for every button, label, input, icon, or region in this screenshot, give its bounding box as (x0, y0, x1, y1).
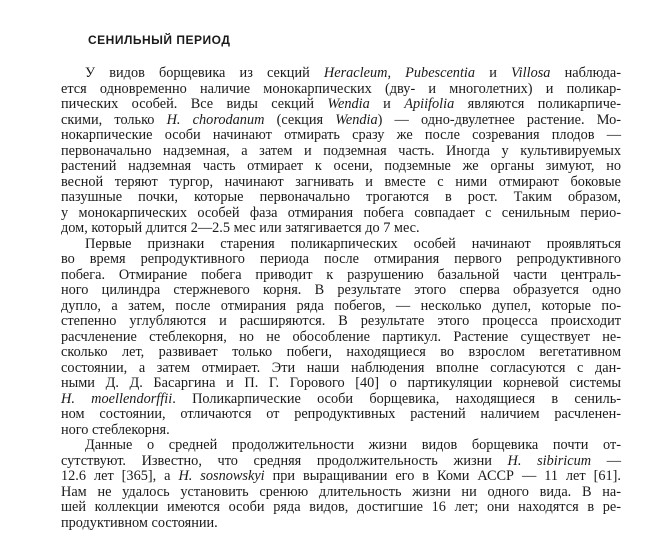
paragraph (61, 237, 621, 439)
italic-term: H. sibiricum (507, 452, 592, 469)
text-line: пазушные почки, которые первоначально трогаются в рост. Таким образом, (61, 189, 621, 205)
text-line: растений надземная часть отмирает к осени, подземные же органы зимуют, но (61, 158, 621, 174)
text-line: скими, только H. chorodanum (секция Wendia) — одно-двулетнее растение. Мо- (61, 111, 622, 128)
text-line: нокарпические особи начинают отмирать сразу же после созревания плодов — (61, 127, 621, 143)
text-line: H. moellendorffii. Поликарпические особи борщевика, находящиеся в сениль- (61, 390, 621, 407)
paragraph (61, 66, 621, 237)
text-line: Нам не удалось установить сренюю длительность жизни ни одного вида. В на- (61, 483, 621, 500)
text-line: побега. Отмирание побега приводит к разрушению базальной части централь- (61, 266, 621, 283)
text-line: дупло, а затем, после отмирания ряда побегов, — несколько дупел, которые по- (61, 297, 621, 314)
text-line: состоянии, а затем отмирает. Эти наши наблюдения вполне согласуются с дан- (61, 359, 621, 376)
text-line: расчленение стеблекорня, но не обособление партикул. Растение существует не- (61, 328, 621, 345)
body-text (61, 66, 621, 531)
text-line: продуктивном состоянии. (61, 514, 218, 531)
italic-term: Villosa (511, 65, 551, 81)
text-line: ного цилиндра стержневого корня. В результате этого сперва образуется одно (61, 282, 621, 298)
text-line: ными Д. Д. Басаргина и П. Г. Горового [40] о партикуляции корневой системы (61, 375, 621, 391)
italic-term: Apiifolia (404, 96, 455, 112)
text-line: шей коллекции имеются особи ряда видов, достигшие 16 лет; они находятся в ре- (61, 499, 621, 515)
italic-term: Heracleum (323, 65, 388, 81)
italic-term: H. moellendorffii (61, 390, 173, 407)
text-line: степенно углубляются и расширяются. В результате этого процесса происходит (61, 313, 621, 329)
text-line: У видов борщевика из секций Heracleum, Pubescentia и Villosa наблюда- (85, 65, 621, 81)
text-line: сколько лет, развивает только побеги, находящиеся во взрослом вегетативном (61, 344, 621, 360)
text-line: ном состоянии, отличаются от репродуктивных растений наличием расчленен- (61, 406, 621, 422)
text-line: ного стеблекорня. (61, 421, 170, 438)
italic-term: Pubescentia (405, 65, 476, 81)
text-line: во время репродуктивного периода после отмирания первого репродуктивного (61, 251, 621, 267)
text-line: сутствуют. Известно, что средняя продолжительность жизни H. sibiricum — (61, 452, 621, 469)
text-line: весной теряют тургор, начинают загнивать и вместе с ними отмирают боковые (61, 173, 621, 190)
text-line: первоначально надземная, а затем и подземная часть. Иногда у культивируемых (61, 142, 621, 159)
text-line: Данные о средней продолжительности жизни видов борщевика почти от- (85, 437, 621, 453)
text-line: пических особей. Все виды секций Wendia и Apiifolia являются поликарпиче- (61, 96, 621, 112)
text-line: Первые признаки старения поликарпических особей начинают проявляться (85, 235, 621, 252)
italic-term: Wendia (327, 96, 370, 112)
text-line: 12.6 лет [365], а H. sosnowskyi при выращивании его в Коми АССР — 11 лет [61]. (61, 468, 621, 484)
italic-term: H. sosnowskyi (178, 468, 265, 484)
text-line: дом, который длится 2—2.5 мес или затягивается до 7 мес. (61, 220, 420, 236)
italic-term: H. chorodanum (166, 111, 265, 128)
text-line: у монокарпических особей фаза отмирания побега совпадает с сенильным перио- (61, 204, 621, 221)
paragraph (61, 438, 621, 531)
italic-term: Wendia (335, 111, 378, 128)
section-heading: СЕНИЛЬНЫЙ ПЕРИОД (88, 33, 231, 47)
text-line: ется одновременно наличие монокарпических (дву- и многолетних) и поликар- (61, 80, 621, 97)
